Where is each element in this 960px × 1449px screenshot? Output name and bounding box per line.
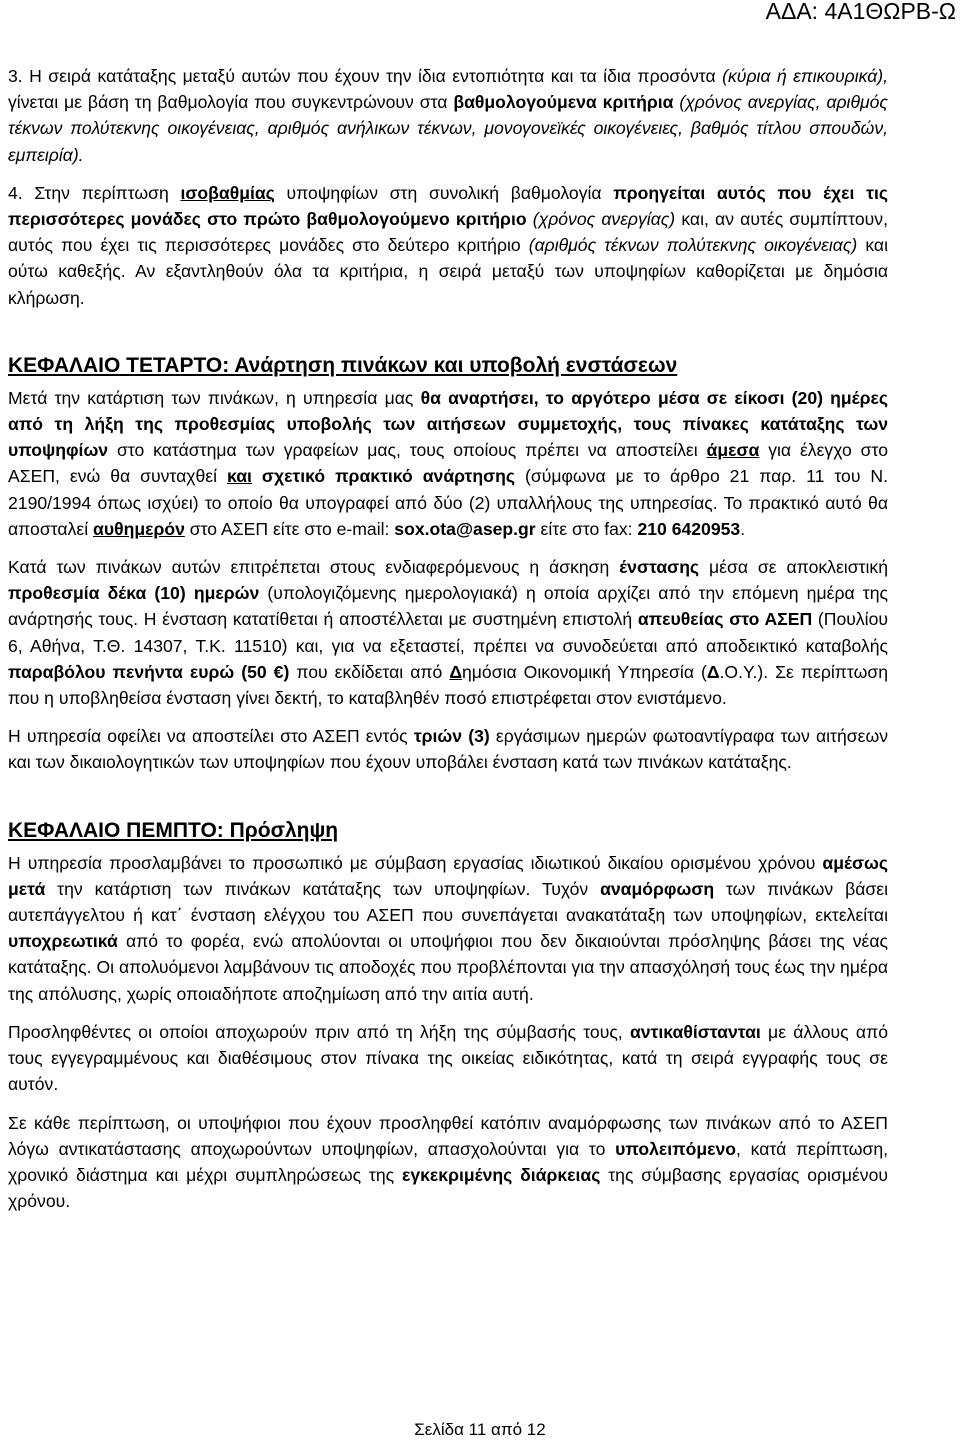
chapter-four-heading: ΚΕΦΑΛΑΙΟ ΤΕΤΑΡΤΟ: Ανάρτηση πινάκων και υποβολή ενστάσεων bbox=[8, 353, 678, 377]
text-bold-underline: ισοβαθμίας bbox=[180, 182, 275, 203]
text: Η υπηρεσία οφείλει να αποστείλει στο ΑΣΕΠ εντός bbox=[8, 726, 414, 747]
paragraph-objection bbox=[8, 554, 888, 711]
text: των πινάκων βάσει αυτεπάγγελτου ή κατ΄ ένσταση ελέγχου του ΑΣΕΠ που συνεπάγεται ανακατάταξη των υποψηφίων, εκτελείται bbox=[8, 878, 888, 926]
text-bold: εγκεκριμένης διάρκειας bbox=[401, 1164, 601, 1185]
text-bold: αναμόρφωση bbox=[600, 878, 715, 899]
text-bold: θα αναρτήσει, το αργότερο μέσα σε είκοσι (20) ημέρες από τη λήξη της προθεσμίας υποβολής των αιτήσεων συμμετοχής, τους πίνακες κατάταξης των υποψηφίων bbox=[8, 387, 888, 461]
text-bold: αντικαθίστανται bbox=[629, 1021, 761, 1042]
paragraph-3 bbox=[8, 63, 888, 168]
text-bold: αμέσως μετά bbox=[8, 852, 888, 899]
text-bold: ένστασης bbox=[619, 557, 700, 578]
text: που εκδίδεται από bbox=[289, 661, 450, 682]
text: από το φορέα, ενώ απολύονται οι υποψήφιοι που δεν δικαιούνται πρόσληψης βάσει της νέας κατάταξης. Οι απολυόμενοι λαμβάνουν τις αποδοχές που προβλέπονται για την απασχόλησή τους έως την ημέρα της απόλυσης, χωρίς οποιαδήποτε αποζημίωση από την αιτία αυτή. bbox=[8, 931, 888, 1004]
text-bold: υπολειπόμενο bbox=[615, 1138, 737, 1159]
text: είτε στο fax: bbox=[535, 518, 638, 539]
paragraph-service-duty bbox=[8, 723, 888, 775]
text-bold-underline: άμεσα bbox=[706, 440, 760, 461]
text-bold-underline: Δ bbox=[449, 661, 463, 682]
text-bold: προηγείται αυτός που έχει τις περισσότερες μονάδες στο πρώτο βαθμολογούμενο κριτήριο bbox=[8, 182, 888, 230]
text-bold: βαθμολογούμενα κριτήρια bbox=[453, 92, 674, 113]
text-bold: προθεσμία δέκα (10) ημερών bbox=[8, 583, 260, 604]
document-body bbox=[8, 63, 888, 1214]
paragraph-hiring bbox=[8, 850, 888, 1007]
text: και ούτω καθεξής. Αν εξαντληθούν όλα τα κριτήρια, η σειρά μεταξύ των υποψηφίων καθορίζεται με δημόσια κλήρωση. bbox=[8, 235, 888, 308]
fax-number: 210 6420953 bbox=[637, 518, 741, 539]
page-number: Σελίδα 11 από 12 bbox=[414, 1420, 546, 1439]
text-italic: (χρόνος ανεργίας) bbox=[526, 209, 676, 230]
text: 3. Η σειρά κατάταξης μεταξύ αυτών που έχουν την ίδια εντοπιότητα και τα ίδια προσόντα bbox=[8, 66, 723, 86]
text-bold: τριών (3) bbox=[413, 726, 490, 747]
text-bold-underline: αυθημερόν bbox=[93, 518, 185, 539]
text-bold: σχετικό πρακτικό ανάρτησης bbox=[251, 466, 516, 487]
chapter-five-heading: ΚΕΦΑΛΑΙΟ ΠΕΜΠΤΟ: Πρόσληψη bbox=[8, 818, 339, 842]
text: εργάσιμων ημερών φωτοαντίγραφα των αιτήσεων και των δικαιολογητικών των υποψηφίων που έχουν υποβάλει ένσταση κατά των πινάκων κατάταξης. bbox=[8, 726, 888, 773]
text-italic: (κύρια ή επικουρικά), bbox=[722, 66, 888, 86]
text: .Ο.Υ.). Σε περίπτωση που η υποβληθείσα ένσταση γίνει δεκτή, το καταβληθέν ποσό επιστρέφεται στον ενιστάμενο. bbox=[8, 661, 888, 709]
text: Σε κάθε περίπτωση, οι υποψήφιοι που έχουν προσληφθεί κατόπιν αναμόρφωσης των πινάκων από το ΑΣΕΠ λόγω αντικατάστασης αποχωρούντων υποψηφίων, απασχολούνται για το bbox=[8, 1112, 888, 1159]
text: 4. Στην περίπτωση bbox=[8, 182, 181, 203]
text-italic: (χρόνος ανεργίας, αριθμός τέκνων πολύτεκνης οικογένειας, αριθμός ανήλικων τέκνων, μονογονεϊκές οικογένειες, βαθμός τίτλου σπουδών, εμπειρία). bbox=[8, 92, 888, 165]
email-link[interactable]: sox.ota@asep.gr bbox=[394, 518, 536, 539]
ada-code: ΑΔΑ: 4Α1ΘΩΡΒ-Ω bbox=[765, 0, 956, 24]
text: γίνεται με βάση τη βαθμολογία που συγκεντρώνουν στα bbox=[8, 92, 454, 113]
text-bold-underline: και bbox=[227, 466, 252, 487]
text: . bbox=[740, 518, 746, 539]
paragraph-remaining-term bbox=[8, 1110, 888, 1215]
text: την κατάρτιση των πινάκων κατάταξης των υποψηφίων. Τυχόν bbox=[45, 878, 601, 899]
text: (σύμφωνα με το άρθρο 21 παρ. 11 του Ν. 2190/1994 όπως ισχύει) το οποίο θα υπογραφεί από δύο (2) υπαλλήλους της υπηρεσίας. Το πρακτικό αυτό θα αποσταλεί bbox=[8, 466, 888, 539]
text: Προσληφθέντες οι οποίοι αποχωρούν πριν από τη λήξη της σύμβασής τους, bbox=[8, 1021, 630, 1042]
text: ημόσια Οικονομική Υπηρεσία ( bbox=[462, 661, 707, 682]
text-bold: Δ bbox=[706, 661, 720, 682]
text: Η υπηρεσία προσλαμβάνει το προσωπικό με σύμβαση εργασίας ιδιωτικού δικαίου ορισμένου χρόνου bbox=[8, 852, 823, 873]
text-italic: (αριθμός τέκνων πολύτεκνης οικογένειας) bbox=[528, 235, 858, 256]
text-bold: παραβόλου πενήντα ευρώ (50 €) bbox=[8, 661, 290, 682]
text: υποψηφίων στη συνολική βαθμολογία bbox=[274, 182, 614, 203]
text: της σύμβασης εργασίας ορισμένου χρόνου. bbox=[8, 1164, 889, 1212]
text: Κατά των πινάκων αυτών επιτρέπεται στους ενδιαφερόμενους η άσκηση bbox=[8, 557, 620, 578]
paragraph-posting bbox=[8, 385, 888, 542]
text: μέσα σε αποκλειστική bbox=[699, 557, 888, 578]
text: για έλεγχο στο ΑΣΕΠ, ενώ θα συνταχθεί bbox=[8, 440, 888, 487]
text: στο κατάστημα των γραφείων μας, τους οποίους πρέπει να αποστείλει bbox=[108, 440, 707, 461]
paragraph-4 bbox=[8, 180, 888, 311]
text: και, αν αυτές συμπίπτουν, αυτός που έχει τις περισσότερες μονάδες στο δεύτερο κριτήριο bbox=[8, 209, 888, 256]
text: , κατά περίπτωση, χρονικό διάστημα και μέχρι συμπληρώσεως της bbox=[8, 1138, 889, 1185]
text: με άλλους από τους εγγεγραμμένους και διαθέσιμους στον πίνακα της οικείας ειδικότητας, κατά τη σειρά εγγραφής τους σε αυτόν. bbox=[8, 1021, 888, 1095]
text: (υπολογιζόμενης ημερολογιακά) η οποία αρχίζει από την επόμενη ημέρα της ανάρτησής τους. Η ένσταση κατατίθεται ή αποστέλλεται με συστημένη επιστολή bbox=[8, 583, 888, 630]
text-bold: απευθείας στο ΑΣΕΠ bbox=[637, 609, 813, 630]
text-bold: υποχρεωτικά bbox=[8, 931, 118, 952]
text: (Πουλίου 6, Αθήνα, Τ.Θ. 14307, Τ.Κ. 11510) και, για να εξεταστεί, πρέπει να συνοδεύεται από αποδεικτικό καταβολής bbox=[8, 609, 888, 656]
paragraph-replacement bbox=[8, 1019, 888, 1098]
text: Μετά την κατάρτιση των πινάκων, η υπηρεσία μας bbox=[8, 387, 421, 408]
text: στο ΑΣΕΠ είτε στο e-mail: bbox=[184, 518, 395, 539]
